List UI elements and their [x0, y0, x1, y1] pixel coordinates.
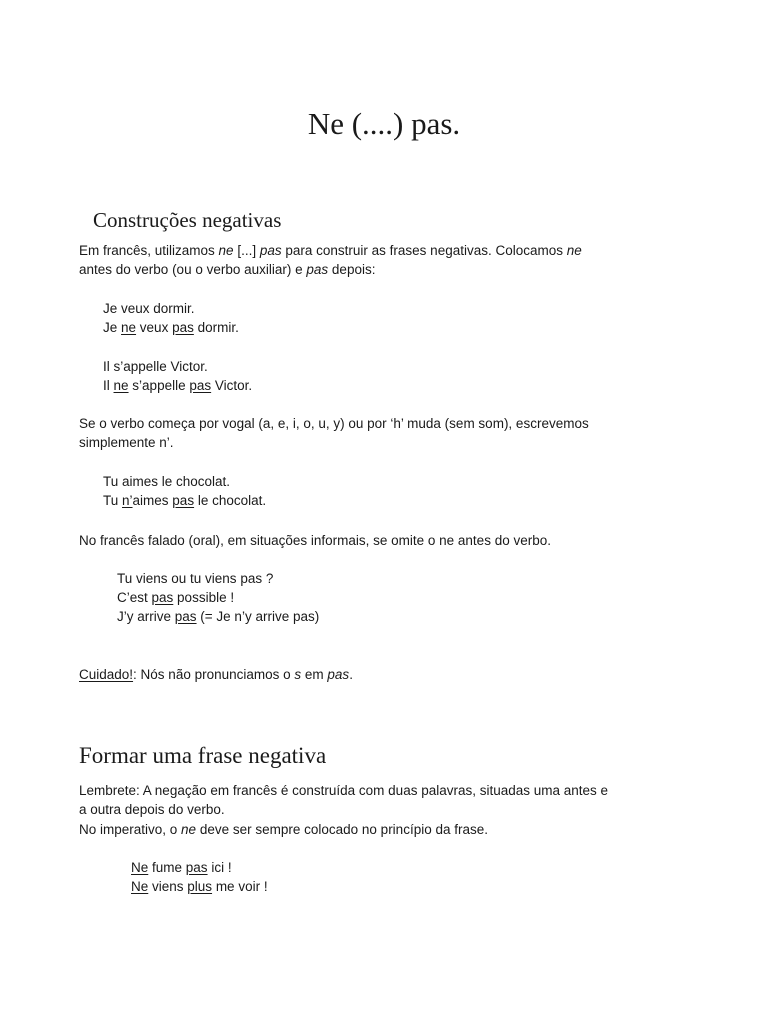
oral-example: C’est pas possible !	[117, 590, 235, 605]
intro-line-2: antes do verbo (ou o verbo auxiliar) e pas depois:	[79, 262, 376, 277]
example-positive: Tu aimes le chocolat.	[103, 474, 231, 489]
example-negative: Je ne veux pas dormir.	[103, 320, 239, 335]
example-positive: Je veux dormir.	[103, 301, 195, 316]
example-negative: Tu n’aimes pas le chocolat.	[103, 493, 267, 508]
oral-rule: No francês falado (oral), em situações informais, se omite o ne antes do verbo.	[79, 533, 551, 548]
example-positive: Il s’appelle Victor.	[103, 359, 208, 374]
imperative-rule: No imperativo, o ne deve ser sempre colocado no princípio da frase.	[79, 822, 488, 837]
oral-example: J’y arrive pas (= Je n’y arrive pas)	[117, 609, 320, 624]
imperative-example: Ne fume pas ici !	[131, 860, 232, 875]
section-heading-form-negative-sentence: Formar uma frase negativa	[79, 743, 327, 768]
page-title: Ne (....) pas.	[307, 106, 461, 141]
vowel-rule-line-2: simplemente n’.	[79, 435, 174, 450]
oral-example: Tu viens ou tu viens pas ?	[117, 571, 274, 586]
section-heading-negative-constructions: Construções negativas	[93, 208, 282, 232]
reminder-line-2: a outra depois do verbo.	[79, 802, 225, 817]
reminder-line-1: Lembrete: A negação em francês é construída com duas palavras, situadas uma antes e	[79, 783, 609, 798]
vowel-rule-line-1: Se o verbo começa por vogal (a, e, i, o, u, y) ou por ‘h’ muda (sem som), escrevemos	[79, 416, 589, 431]
warning-note: Cuidado!: Nós não pronunciamos o s em pas.	[79, 667, 353, 682]
intro-line-1: Em francês, utilizamos ne [...] pas para construir as frases negativas. Colocamos ne	[79, 243, 582, 258]
example-negative: Il ne s’appelle pas Victor.	[103, 378, 253, 393]
imperative-example: Ne viens plus me voir !	[131, 879, 268, 894]
